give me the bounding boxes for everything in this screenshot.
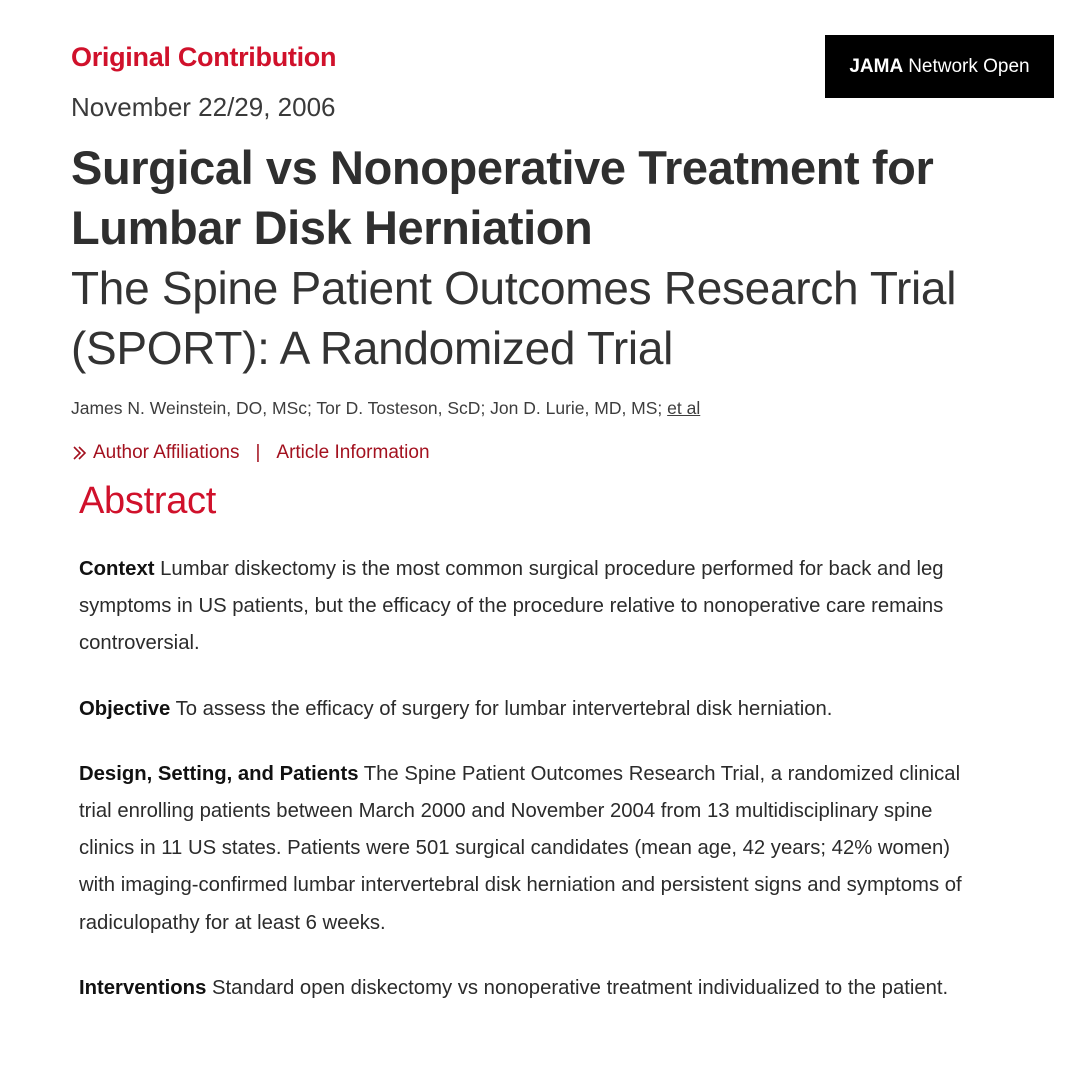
- author-list: [71, 398, 1031, 419]
- section-label: Original Contribution: [71, 42, 337, 72]
- abstract-section-label: Interventions: [79, 976, 207, 999]
- journal-brand: JAMA: [849, 55, 904, 77]
- abstract-section-label: Design, Setting, and Patients: [79, 762, 359, 785]
- publication-date: November 22/29, 2006: [71, 92, 336, 122]
- abstract-section-text: To assess the efficacy of surgery for lumbar intervertebral disk herniation.: [175, 697, 833, 720]
- author-names: James N. Weinstein, DO, MSc; Tor D. Tosteson, ScD; Jon D. Lurie, MD, MS;: [71, 398, 663, 418]
- link-separator: |: [255, 442, 261, 463]
- abstract-section-label: Context: [79, 558, 155, 580]
- article-subtitle: The Spine Patient Outcomes Research Trial (SPORT): A Randomized Trial: [71, 262, 957, 374]
- abstract-heading: Abstract: [79, 480, 216, 522]
- article-links: [71, 442, 430, 464]
- article-information-link[interactable]: Article Information: [276, 442, 430, 463]
- abstract-section-text: Lumbar diskectomy is the most common surgical procedure performed for back and leg symptoms in US patients, but the efficacy of the procedure relative to nonoperative care remains controversial.: [79, 558, 944, 655]
- journal-name: Network Open: [908, 55, 1030, 77]
- abstract-body: [79, 551, 989, 1035]
- abstract-section-label: Objective: [79, 697, 171, 720]
- abstract-design: [79, 756, 989, 942]
- abstract-section-text: The Spine Patient Outcomes Research Trial, a randomized clinical trial enrolling patients between March 2000 and November 2004 from 13 multidisciplinary spine clinics in 11 US states. Patients were 501 surgical candidates (mean age, 42 years; 42% women) with imaging-confirmed lumbar intervertebral disk herniation and persistent signs and symptoms of radiculopathy for at least 6 weeks.: [79, 762, 962, 934]
- article-title: Surgical vs Nonoperative Treatment for Lumbar Disk Herniation: [71, 141, 934, 254]
- journal-logo[interactable]: [825, 35, 1054, 98]
- abstract-section-text: Standard open diskectomy vs nonoperative treatment individualized to the patient.: [211, 976, 949, 999]
- double-chevron-right-icon: [71, 444, 89, 462]
- abstract-objective: [79, 691, 989, 728]
- et-al-link[interactable]: et al: [667, 398, 701, 418]
- abstract-interventions: [79, 970, 989, 1007]
- author-affiliations-link[interactable]: Author Affiliations: [93, 442, 240, 463]
- abstract-context: [79, 551, 989, 663]
